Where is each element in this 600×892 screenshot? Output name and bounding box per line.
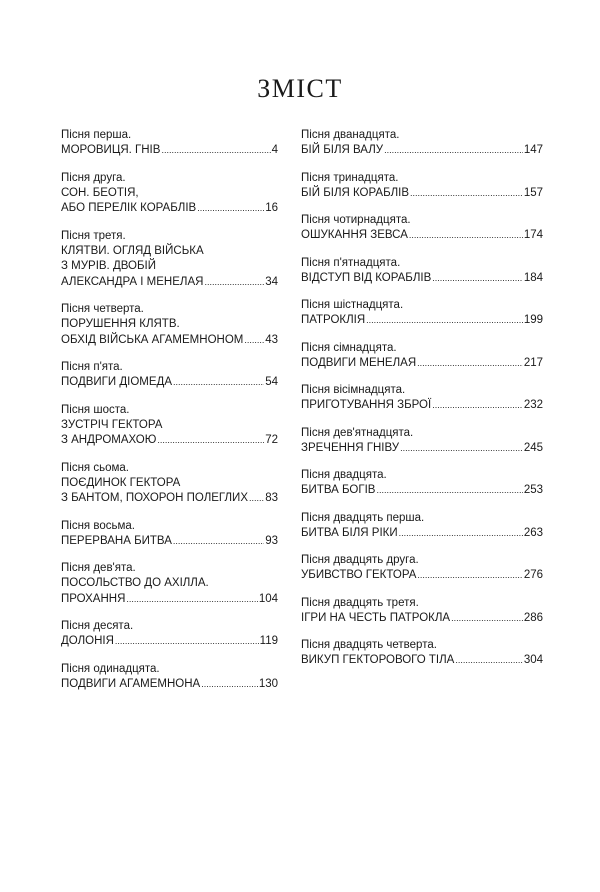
chapter-title-row [61,275,278,291]
toc-column-left [61,128,278,704]
chapter-title-line: ПРОХАННЯ [61,592,126,605]
page-number: 83 [265,492,278,504]
toc-entry [61,461,278,507]
toc-entry [301,596,543,627]
chapter-title-line: МОРОВИЦЯ. ГНІВ [61,144,161,156]
song-label: Пісня чотирнадцята. [301,214,411,226]
chapter-title-row [61,433,278,449]
chapter-title-row [61,201,278,217]
toc-entry [301,383,543,414]
song-label: Пісня п'ятнадцята. [301,256,401,269]
toc-entry [61,561,278,607]
page-number: 184 [523,271,543,284]
chapter-title-line: БІЙ БІЛЯ ВАЛУ [301,144,384,156]
chapter-title-line: БИТВА БОГІВ [301,484,376,496]
toc-entry [301,426,543,457]
chapter-title-line: АБО ПЕРЕЛІК КОРАБЛІВ [61,202,197,214]
dot-leader [384,143,523,159]
chapter-title-line: ПОДВИГИ АГАМЕМНОНА [61,677,201,690]
chapter-title-line: З МУРІВ. ДВОБІЙ [61,260,156,272]
toc-entry [61,619,278,650]
dot-leader [376,483,522,499]
toc-entry [61,171,278,217]
chapter-title-line: БІЙ БІЛЯ КОРАБЛІВ [301,186,410,199]
dot-leader [161,143,270,159]
chapter-title-line: ПОЄДИНОК ГЕКТОРА [61,476,181,489]
chapter-title-line: АЛЕКСАНДРА І МЕНЕЛАЯ [61,275,204,288]
toc-entry [61,229,278,291]
song-label: Пісня двадцять друга. [301,554,419,566]
chapter-title-row [301,228,543,244]
toc-entry [61,128,278,159]
chapter-title-line: УБИВСТВО ГЕКТОРА [301,569,417,581]
page-number: 147 [523,144,543,156]
chapter-title-line: ВИКУП ГЕКТОРОВОГО ТІЛА [301,654,455,666]
page-number: 104 [258,592,278,605]
song-label: Пісня двадцять третя. [301,596,419,609]
page-number: 54 [265,376,278,388]
dot-leader [173,375,264,391]
song-label: Пісня двадцята. [301,469,387,481]
page-number: 130 [258,677,278,690]
dot-leader [201,677,258,693]
toc-entry [301,298,543,329]
chapter-title-row [61,592,278,608]
song-label: Пісня двадцять четверта. [301,639,437,651]
toc-entry [61,519,278,550]
chapter-title-row [301,611,543,627]
chapter-title-row [301,271,543,287]
chapter-title-line: ВІДСТУП ВІД КОРАБЛІВ [301,271,432,284]
page-number: 286 [523,611,543,624]
page-number: 4 [271,144,278,156]
toc-entry [301,553,543,584]
song-label: Пісня сімнадцята. [301,341,397,354]
page-number: 199 [523,314,543,326]
chapter-title-row [301,313,543,329]
toc-entry [301,128,543,159]
chapter-title-row [301,526,543,542]
dot-leader [249,491,264,507]
chapter-title-row [61,634,278,650]
page-number: 43 [265,333,278,346]
song-label: Пісня десята. [61,620,134,632]
toc-entry [61,403,278,449]
toc-entry [61,302,278,348]
toc-entry [301,213,543,244]
chapter-title-line: З БАНТОМ, ПОХОРОН ПОЛЕГЛИХ [61,492,248,504]
page-number: 93 [265,534,278,547]
dot-leader [204,275,264,291]
chapter-title-row [61,375,278,391]
chapter-title-row [301,483,543,499]
dot-leader [399,526,523,542]
chapter-title-line: ПОДВИГИ МЕНЕЛАЯ [301,356,417,369]
page-number: 245 [523,441,543,454]
page-number: 72 [265,434,278,446]
toc-entry [301,256,543,287]
dot-leader [417,356,523,372]
page-number: 276 [523,569,543,581]
chapter-title-row [61,677,278,693]
dot-leader [410,186,523,202]
page-number: 263 [523,526,543,539]
chapter-title-line: З АНДРОМАХОЮ [61,434,157,446]
dot-leader [197,201,264,217]
song-label: Пісня третя. [61,229,126,242]
chapter-title-line: ПРИГОТУВАННЯ ЗБРОЇ [301,399,432,411]
chapter-title-row [61,534,278,550]
chapter-title-row [301,441,543,457]
chapter-title-row [301,356,543,372]
song-label: Пісня сьома. [61,461,129,474]
toc-column-right [301,128,543,681]
song-label: Пісня дев'ята. [61,562,136,574]
page-number: 174 [523,229,543,241]
toc-entry [301,171,543,202]
toc-entry [301,341,543,372]
chapter-title-line: КЛЯТВИ. ОГЛЯД ВІЙСЬКА [61,244,204,257]
page-number: 119 [259,635,278,647]
page-number: 16 [265,202,278,214]
dot-leader [455,653,522,669]
chapter-title-line: ДОЛОНІЯ [61,635,114,647]
page-title: ЗМІСТ [257,74,343,103]
page-number: 217 [523,356,543,369]
chapter-title-line: ІГРИ НА ЧЕСТЬ ПАТРОКЛА [301,611,451,624]
chapter-title-row [301,568,543,584]
song-label: Пісня друга. [61,171,126,184]
song-label: Пісня тринадцята. [301,171,399,184]
chapter-title-line: ОБХІД ВІЙСЬКА АГАМЕМНОНОМ [61,333,244,346]
chapter-title-row [301,186,543,202]
page-number: 232 [523,399,543,411]
chapter-title-row [61,333,278,349]
toc-entry [301,468,543,499]
chapter-title-row [61,491,278,507]
dot-leader [157,433,264,449]
song-label: Пісня дванадцята. [301,129,400,141]
chapter-title-line: ОШУКАННЯ ЗЕВСА [301,229,408,241]
dot-leader [244,333,264,349]
song-label: Пісня дев'ятнадцята. [301,426,414,439]
song-label: Пісня четверта. [61,303,144,315]
toc-entry [301,638,543,669]
song-label: Пісня шоста. [61,403,130,416]
song-label: Пісня восьма. [61,519,135,532]
dot-leader [400,441,523,457]
toc-entry [61,360,278,391]
chapter-title-row [301,653,543,669]
dot-leader [409,228,523,244]
chapter-title-line: ПОДВИГИ ДІОМЕДА [61,376,173,388]
chapter-title-row [301,398,543,414]
dot-leader [173,534,264,550]
dot-leader [432,398,523,414]
chapter-title-line: ПОРУШЕННЯ КЛЯТВ. [61,318,180,330]
chapter-title-line: СОН. БЕОТІЯ, [61,186,139,199]
chapter-title-row [61,143,278,159]
song-label: Пісня вісімнадцята. [301,384,406,396]
page-number: 304 [523,654,543,666]
song-label: Пісня двадцять перша. [301,511,425,524]
dot-leader [115,634,259,650]
dot-leader [432,271,523,287]
chapter-title-row [301,143,543,159]
dot-leader [417,568,522,584]
song-label: Пісня шістнадцята. [301,299,404,311]
toc-entry [61,662,278,693]
dot-leader [366,313,523,329]
toc-entry [301,511,543,542]
page-number: 157 [523,186,543,199]
chapter-title-line: ПОСОЛЬСТВО ДО АХІЛЛА. [61,577,209,589]
song-label: Пісня п'ята. [61,361,123,373]
chapter-title-line: БИТВА БІЛЯ РІКИ [301,526,398,539]
page-number: 34 [265,275,278,288]
chapter-title-line: ЗУСТРІЧ ГЕКТОРА [61,418,163,431]
dot-leader [451,611,523,627]
song-label: Пісня одинадцята. [61,662,160,675]
chapter-title-line: ЗРЕЧЕННЯ ГНІВУ [301,441,400,454]
dot-leader [126,592,257,608]
page-number: 253 [523,484,543,496]
chapter-title-line: ПЕРЕРВАНА БИТВА [61,534,172,547]
chapter-title-line: ПАТРОКЛІЯ [301,314,366,326]
song-label: Пісня перша. [61,129,132,141]
